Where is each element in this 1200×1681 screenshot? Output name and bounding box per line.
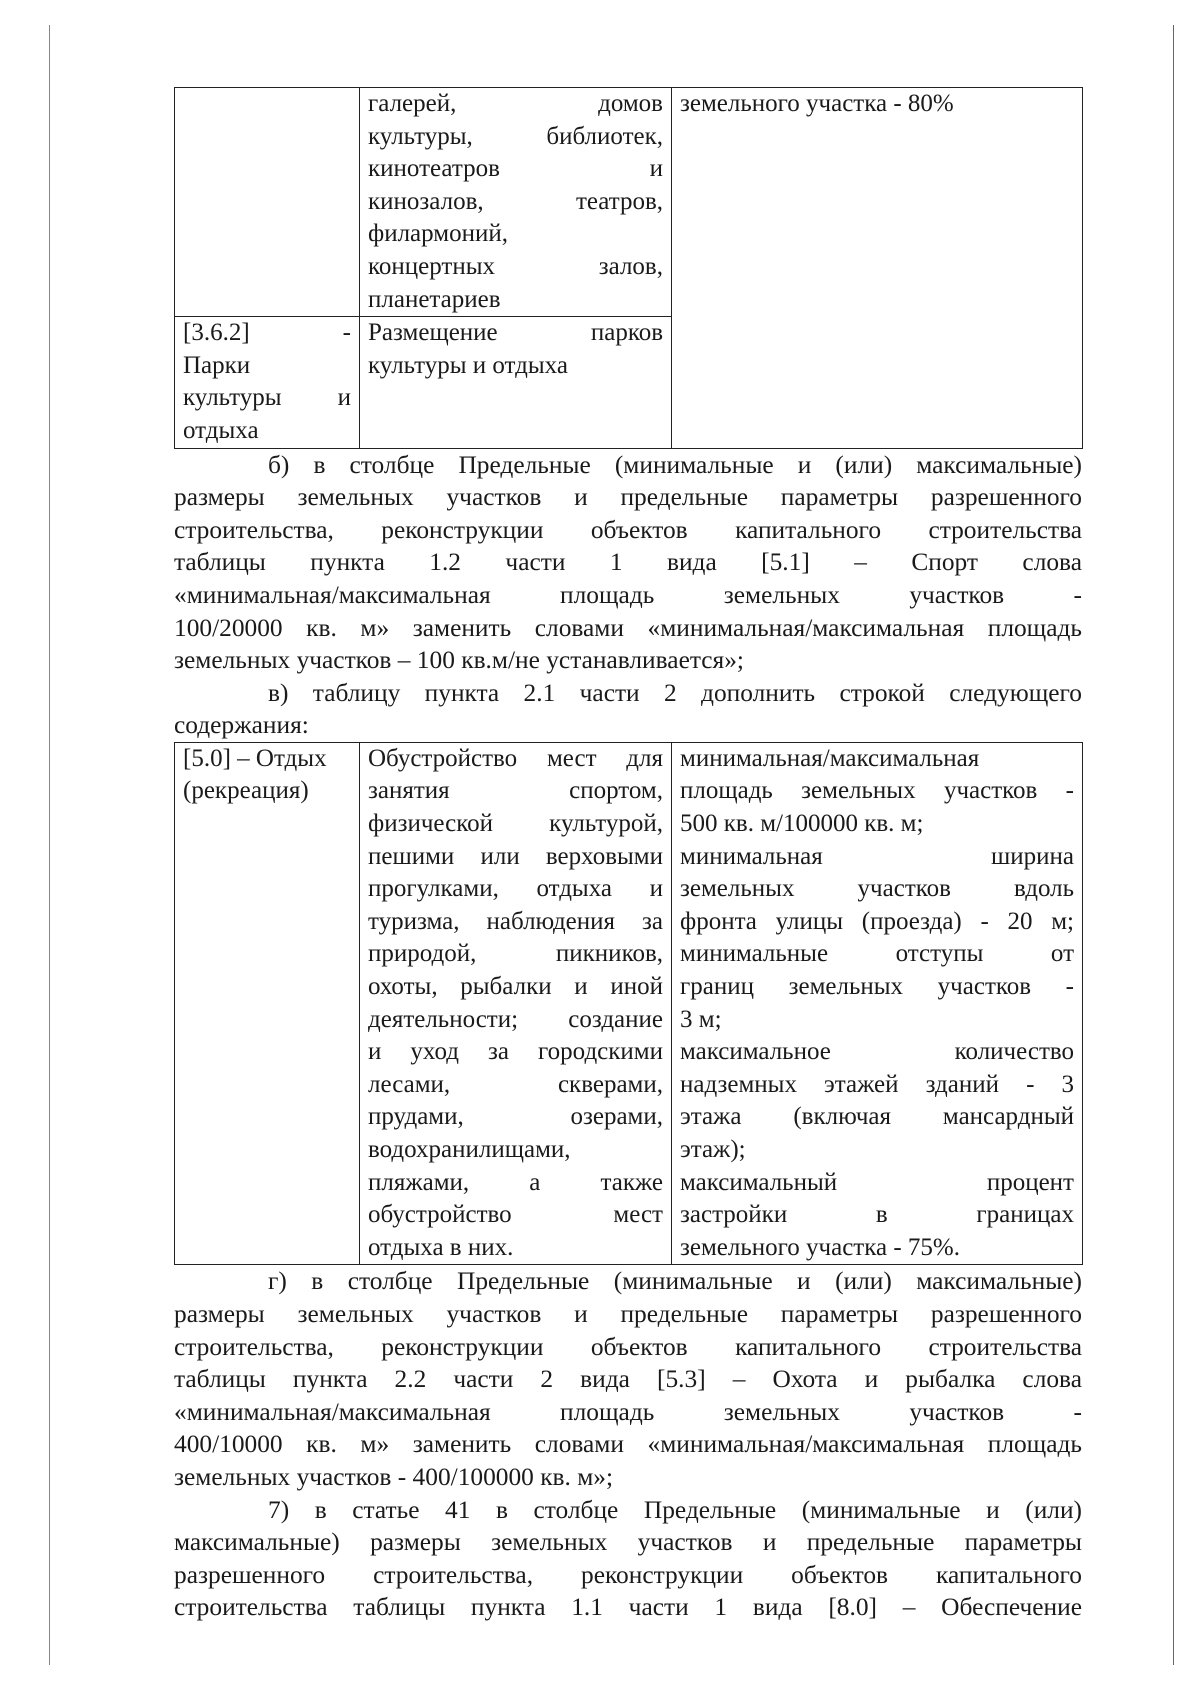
description-cell: [360, 317, 672, 448]
text-line: земельных участков - 400/100000 кв. м»;: [174, 1462, 614, 1491]
scan-edge-left: [49, 25, 50, 1665]
cell-line: кинозалов, театров,: [368, 187, 663, 215]
paragraph-g: [174, 1265, 1082, 1493]
cell-line: минимальная/максимальная: [680, 744, 980, 772]
cell-line: [5.0] – Отдых: [183, 744, 327, 772]
cell-line: границ земельных участков -: [680, 973, 1074, 1001]
cell-line: [3.6.2] -: [183, 319, 351, 347]
cell-line: занятия спортом,: [368, 777, 663, 805]
cell-line: лесами, скверами,: [368, 1070, 663, 1098]
cell-line: надземных этажей зданий - 3: [680, 1070, 1074, 1098]
cell-line: 3 м;: [680, 1005, 722, 1033]
cell-line: 500 кв. м/100000 кв. м;: [680, 810, 924, 838]
cell-line: деятельности; создание: [368, 1005, 663, 1033]
cell-line: земельного участка - 75%.: [680, 1233, 960, 1261]
cell-line: земельного участка - 80%: [680, 90, 954, 117]
table-continued: [174, 87, 1083, 449]
text-line: 7) в статье 41 в столбце Предельные (минимальные и (или): [268, 1495, 1082, 1524]
paragraph-v: [174, 677, 1082, 742]
text-line: максимальные) размеры земельных участков и предельные параметры: [174, 1528, 1082, 1557]
table-row: [175, 742, 1083, 1265]
cell-line: филармоний,: [368, 220, 508, 248]
text-line: строительства, реконструкции объектов капитального строительства: [174, 1332, 1082, 1361]
text-line: б) в столбце Предельные (минимальные и (или) максимальные): [268, 450, 1082, 479]
cell-line: фронта улицы (проезда) - 20 м;: [680, 907, 1074, 935]
scan-edge-right: [1173, 25, 1174, 1665]
cell-line: концертных залов,: [368, 252, 663, 280]
cell-line: отдыха в них.: [368, 1233, 514, 1261]
parameters-cell: [672, 742, 1083, 1265]
cell-line: максимальный процент: [680, 1168, 1074, 1196]
cell-line: и уход за городскими: [368, 1038, 663, 1066]
text-line: строительства, реконструкции объектов капитального строительства: [174, 515, 1082, 544]
text-line: разрешенного строительства, реконструкции объектов капитального: [174, 1560, 1082, 1589]
cell-line: максимальное количество: [680, 1038, 1074, 1066]
cell-line: земельных участков вдоль: [680, 875, 1074, 903]
cell-line: Размещение парков: [368, 319, 663, 347]
text-line: 100/20000 кв. м» заменить словами «минимальная/максимальная площадь: [174, 613, 1082, 642]
text-line: г) в столбце Предельные (минимальные и (или) максимальные): [268, 1267, 1082, 1296]
text-line: «минимальная/максимальная площадь земельных участков -: [174, 580, 1082, 609]
cell-line: физической культурой,: [368, 810, 663, 838]
description-cell: [360, 742, 672, 1265]
cell-line: (рекреация): [183, 777, 309, 805]
cell-line: прогулками, отдыха и: [368, 875, 663, 903]
cell-line: планетариев: [368, 285, 501, 313]
text-line: содержания:: [174, 711, 309, 740]
cell-line: минимальные отступы от: [680, 940, 1074, 968]
text-line: в) таблицу пункта 2.1 части 2 дополнить строкой следующего: [268, 678, 1082, 707]
cell-line: охоты, рыбалки и иной: [368, 973, 663, 1001]
text-line: 400/10000 кв. м» заменить словами «минимальная/максимальная площадь: [174, 1430, 1082, 1459]
document-page: [174, 87, 1082, 1624]
code-cell: [175, 742, 360, 1265]
cell-line: отдыха: [183, 416, 259, 444]
cell-line: этажа (включая мансардный: [680, 1103, 1074, 1131]
table-row: [175, 88, 1083, 317]
cell-line: Обустройство мест для: [368, 744, 663, 772]
cell-line: пляжами, а также: [368, 1168, 663, 1196]
cell-line: минимальная ширина: [680, 842, 1074, 870]
cell-line: Парки: [183, 351, 251, 379]
cell-line: площадь земельных участков -: [680, 777, 1074, 805]
cell-line: этаж);: [680, 1136, 746, 1163]
text-line: таблицы пункта 2.2 части 2 вида [5.3] – Охота и рыбалка слова: [174, 1365, 1082, 1394]
text-line: земельных участков – 100 кв.м/не устанавливается»;: [174, 646, 744, 675]
cell-line: водохранилищами,: [368, 1136, 571, 1163]
paragraph-7: [174, 1494, 1082, 1624]
description-cell: [360, 88, 672, 317]
cell-line: культуры и отдыха: [368, 351, 568, 379]
cell-line: кинотеатров и: [368, 155, 663, 183]
cell-line: галерей, домов: [368, 90, 663, 117]
text-line: строительства таблицы пункта 1.1 части 1 вида [8.0] – Обеспечение: [174, 1593, 1082, 1622]
cell-line: культуры, библиотек,: [368, 122, 663, 150]
cell-line: пешими или верховыми: [368, 842, 663, 870]
cell-line: культуры и: [183, 384, 351, 412]
paragraph-b: [174, 449, 1082, 677]
code-cell: [175, 317, 360, 448]
cell-line: туризма, наблюдения за: [368, 907, 663, 935]
cell-line: обустройство мест: [368, 1201, 663, 1229]
code-cell: [175, 88, 360, 317]
text-line: размеры земельных участков и предельные параметры разрешенного: [174, 1299, 1082, 1328]
cell-line: прудами, озерами,: [368, 1103, 663, 1131]
cell-line: застройки в границах: [680, 1201, 1074, 1229]
text-line: таблицы пункта 1.2 части 1 вида [5.1] – Спорт слова: [174, 548, 1082, 577]
text-line: размеры земельных участков и предельные параметры разрешенного: [174, 483, 1082, 512]
text-line: «минимальная/максимальная площадь земельных участков -: [174, 1397, 1082, 1426]
table-added-row: [174, 742, 1083, 1266]
cell-line: природой, пикников,: [368, 940, 663, 968]
parameters-cell: [672, 88, 1083, 449]
